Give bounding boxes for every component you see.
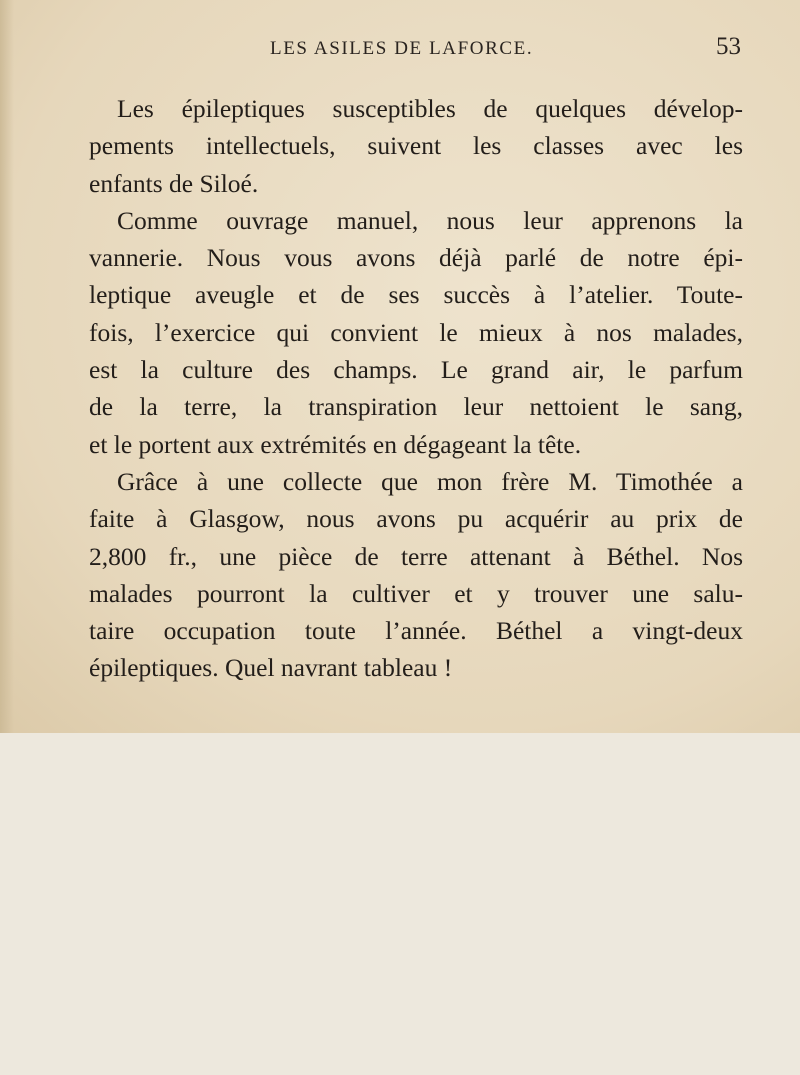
text-line: faite à Glasgow, nous avons pu acquérir au prix de: [89, 504, 743, 534]
text-line: malades pourront la cultiver et y trouver une salu-: [89, 578, 743, 608]
text-line: pements intellectuels, suivent les classes avec les: [89, 131, 743, 161]
text-line: Comme ouvrage manuel, nous leur apprenons la: [117, 205, 743, 235]
text-line: Les épileptiques susceptibles de quelques dévelop-: [117, 94, 743, 123]
text-line: de la terre, la transpiration leur nettoient le sang,: [89, 392, 743, 422]
text-line: Grâce à une collecte que mon frère M. Timothée a: [117, 466, 743, 496]
text-line: taire occupation toute l’année. Béthel a vingt-deux: [89, 616, 743, 646]
text-line: 2,800 fr., une pièce de terre attenant à Béthel. Nos: [89, 541, 743, 571]
text-line: vannerie. Nous vous avons déjà parlé de notre épi-: [89, 243, 743, 273]
body-text: [89, 90, 743, 687]
text-line: leptique aveugle et de ses succès à l’atelier. Toute-: [89, 280, 743, 310]
page-number: 53: [716, 33, 741, 60]
running-head: [0, 33, 800, 68]
text-line: épileptiques. Quel navrant tableau !: [89, 653, 453, 683]
blank-background: [0, 733, 800, 1075]
text-line: fois, l’exercice qui convient le mieux à nos malades,: [89, 317, 743, 347]
text-line: enfants de Siloé.: [89, 168, 259, 198]
running-title: LES ASILES DE LAFORCE.: [270, 38, 534, 59]
text-line: est la culture des champs. Le grand air, le parfum: [89, 355, 743, 385]
gutter-shadow: [0, 0, 14, 733]
text-line: et le portent aux extrémités en dégageant la tête.: [89, 429, 582, 459]
